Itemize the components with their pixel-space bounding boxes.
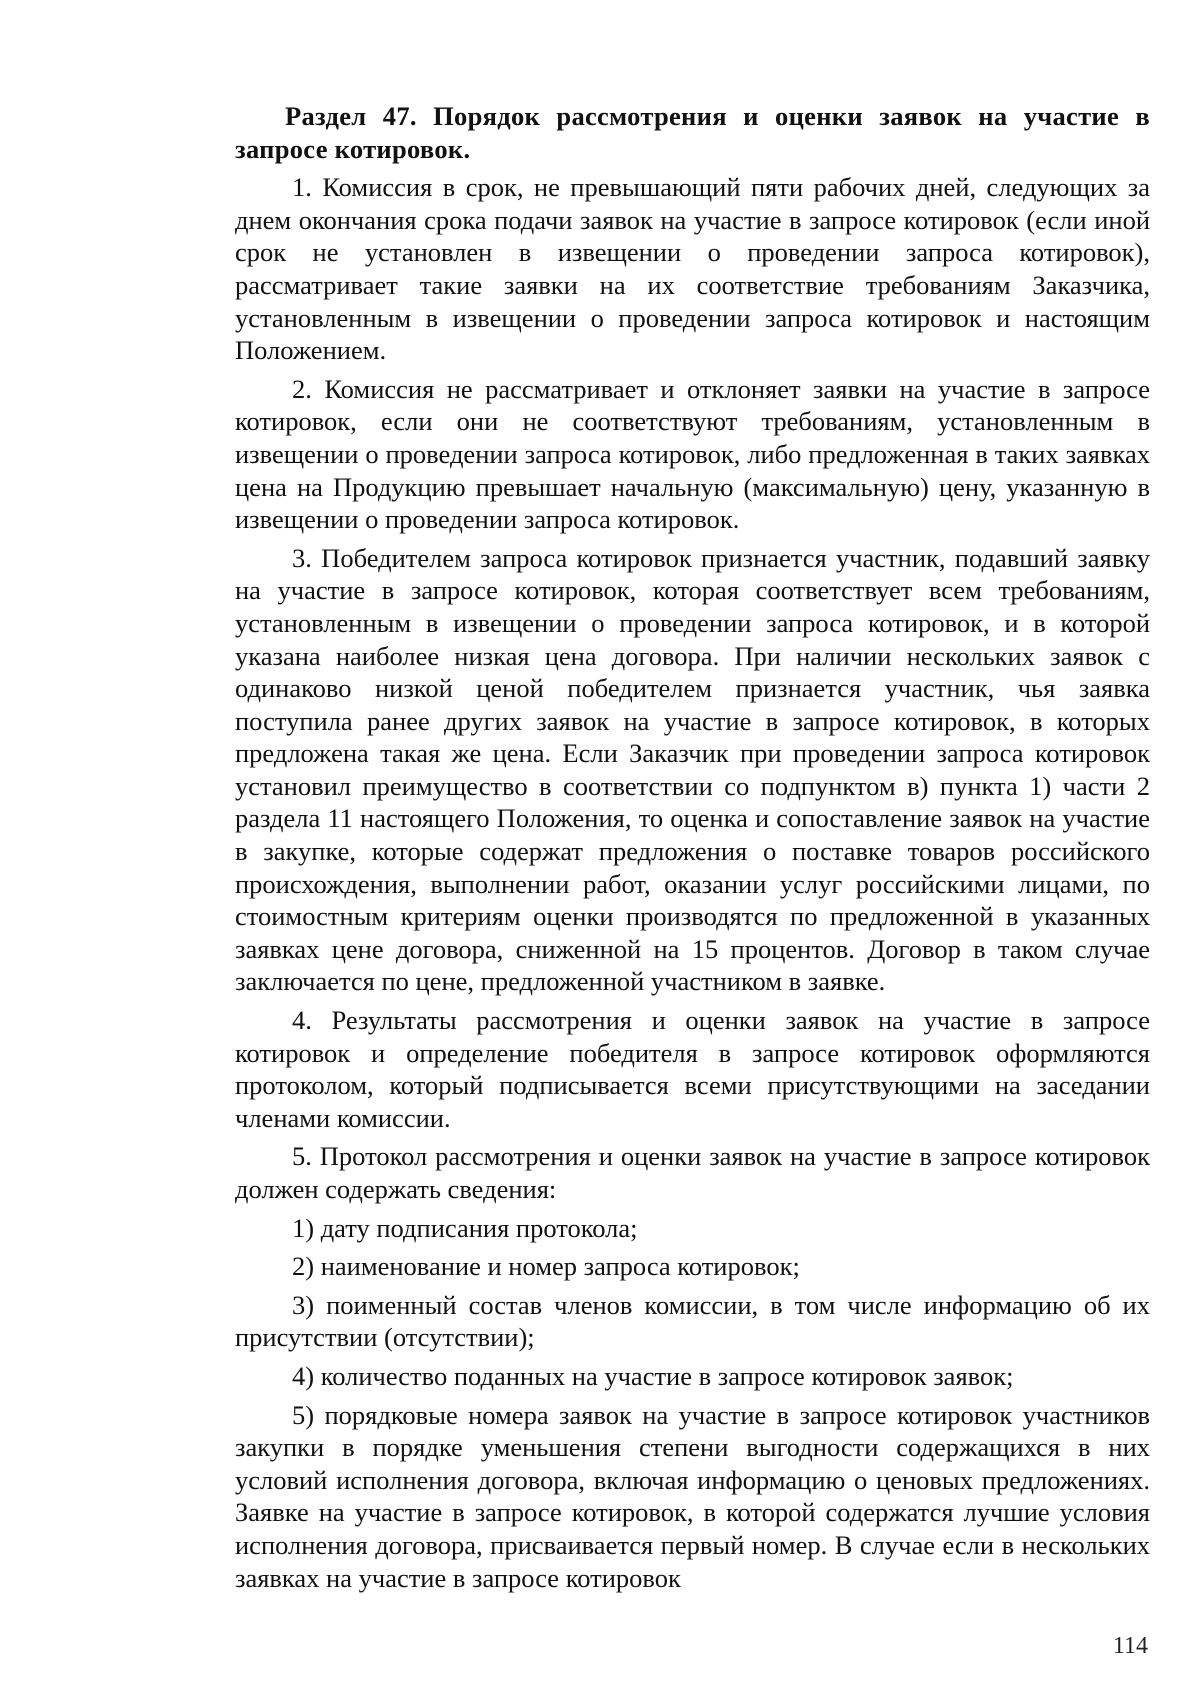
list-item-1: 1) дату подписания протокола; [292,1212,638,1243]
list-item-2: 2) наименование и номер запроса котировок; [292,1251,800,1282]
page-number: 114 [1112,1633,1148,1659]
list-item-5: 5) порядковые номера заявок на участие в запросе котировок участников закупки в порядке уменьшения степени выгодности содержащихся в них условий исполнения договора, включая информацию о ценовых предложениях. Заявке на участие в запросе котировок, в которой содержатся лучшие условия исполнения договора, присваивается первый номер. В случае если в нескольких заявках на участие в запросе котировок [235,1399,1150,1593]
paragraph-3: 3. Победителем запроса котировок признается участник, подавший заявку на участие в запросе котировок, которая соответствует всем требованиям, установленным в извещении о проведении запроса котировок, и в которой указана наиболее низкая цена договора. При наличии нескольких заявок с одинаково низкой ценой победителем признается участник, чья заявка поступила ранее других заявок на участие в запросе котировок, в которых предложена такая же цена. Если Заказчик при проведении запроса котировок установил преимущество в соответствии со подпунктом в) пункта 1) части 2 раздела 11 настоящего Положения, то оценка и сопоставление заявок на участие в закупке, которые содержат предложения о поставке товаров российского происхождения, выполнении работ, оказании услуг российскими лицами, по стоимостным критериям оценки производятся по предложенной в указанных заявках цене договора, сниженной на 15 процентов. Договор в таком случае заключается по цене, предложенной участником в заявке. [235,542,1150,997]
paragraph-4: 4. Результаты рассмотрения и оценки заявок на участие в запросе котировок и определение победителя в запросе котировок оформляются протоколом, который подписывается всеми присутствующими на заседании членами комиссии. [235,1005,1150,1133]
paragraph-2: 2. Комиссия не рассматривает и отклоняет заявки на участие в запросе котировок, если они не соответствуют требованиям, установленным в извещении о проведении запроса котировок, либо предложенная в таких заявках цена на Продукцию превышает начальную (максимальную) цену, указанную в извещении о проведении запроса котировок. [235,373,1150,535]
paragraph-1: 1. Комиссия в срок, не превышающий пяти рабочих дней, следующих за днем окончания срока подачи заявок на участие в запросе котировок (если иной срок не установлен в извещении о проведении запроса котировок), рассматривает такие заявки на их соответствие требованиям Заказчика, установленным в извещении о проведении запроса котировок и настоящим Положением. [235,172,1150,366]
list-item-3: 3) поименный состав членов комиссии, в том числе информацию об их присутствии (отсутствии); [235,1289,1150,1353]
paragraph-5: 5. Протокол рассмотрения и оценки заявок на участие в запросе котировок должен содержать сведения: [235,1141,1150,1204]
list-item-4: 4) количество поданных на участие в запросе котировок заявок; [292,1360,1014,1391]
section-heading: Раздел 47. Порядок рассмотрения и оценки заявок на участие в запросе котировок. [235,101,1150,164]
document-body [235,100,1150,1600]
